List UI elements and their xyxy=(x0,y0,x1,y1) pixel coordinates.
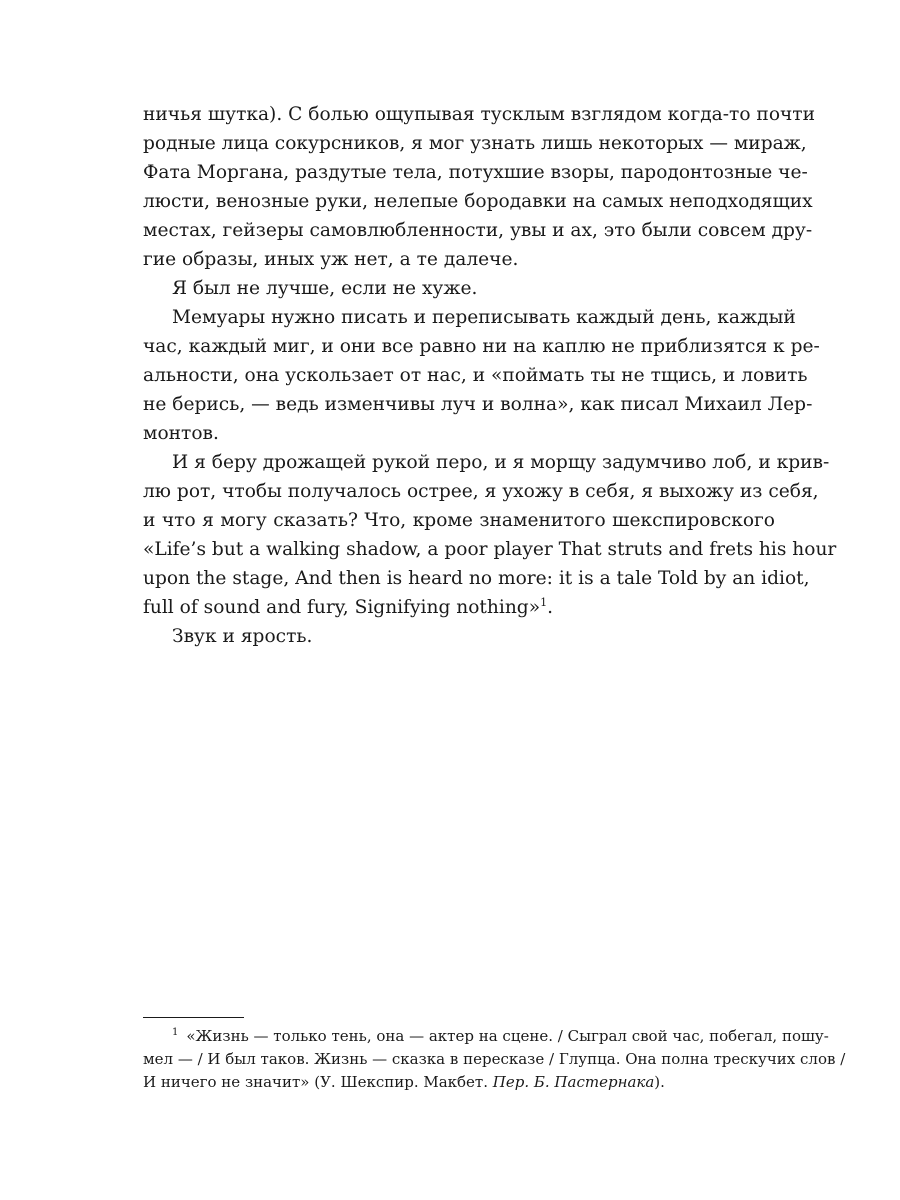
text-line: «Life’s but a walking shadow, a poor player That struts and frets his hour xyxy=(143,539,837,560)
text-line: лю рот, чтобы получалось острее, я ухожу в себя, я выхожу из себя, xyxy=(143,481,819,502)
text-line: Фата Моргана, раздутые тела, потухшие взоры, пародонтозные че- xyxy=(143,162,808,183)
footnote xyxy=(143,1025,846,1094)
text-line: люсти, венозные руки, нелепые бородавки на самых неподходящих xyxy=(143,191,813,212)
footnote-text: И ничего не значит» (У. Шекспир. Макбет. xyxy=(143,1073,493,1091)
text-line: альности, она ускользает от нас, и «поймать ты не тщись, и ловить xyxy=(143,365,808,386)
text-line: Я был не лучше, если не хуже. xyxy=(172,278,478,299)
text-line: родные лица сокурсников, я мог узнать лишь некоторых — мираж, xyxy=(143,133,807,154)
footnote-line xyxy=(143,1071,775,1094)
text-line xyxy=(143,593,775,622)
text-line: ничья шутка). С болью ощупывая тусклым взглядом когда-то почти xyxy=(143,104,815,125)
text-line: не берись, — ведь изменчивы луч и волна», как писал Михаил Лер- xyxy=(143,394,813,415)
footnote-translator: Пер. Б. Пастернака xyxy=(492,1073,655,1091)
text-line: upon the stage, And then is heard no more: it is a tale Told by an idiot, xyxy=(143,568,810,589)
main-text xyxy=(143,100,837,651)
text-line: монтов. xyxy=(143,423,219,444)
footnote-text-end: ). xyxy=(654,1073,665,1091)
text-line: Мемуары нужно писать и переписывать каждый день, каждый xyxy=(172,307,796,328)
text-line: Звук и ярость. xyxy=(172,626,313,647)
text-line: местах, гейзеры самовлюбленности, увы и ах, это были совсем дру- xyxy=(143,220,813,241)
footnote-line: мел — / И был таков. Жизнь — сказка в пересказе / Глупца. Она полна трескучих слов / xyxy=(143,1050,846,1068)
text-line: и что я могу сказать? Что, кроме знаменитого шекспировского xyxy=(143,510,775,531)
sentence-end: . xyxy=(547,597,553,618)
footnote-divider xyxy=(143,1017,244,1018)
footnote-text: «Жизнь — только тень, она — актер на сцене. / Сыграл свой час, побегал, пошу- xyxy=(186,1027,829,1045)
text-line: гие образы, иных уж нет, а те далече. xyxy=(143,249,519,270)
text-line: И я беру дрожащей рукой перо, и я морщу задумчиво лоб, и крив- xyxy=(172,452,830,473)
footnote-reference[interactable]: 1 xyxy=(540,595,548,609)
text-line-content: full of sound and fury, Signifying nothing» xyxy=(143,597,541,618)
footnote-marker: 1 xyxy=(172,1027,179,1038)
text-line: час, каждый миг, и они все равно ни на каплю не приблизятся к ре- xyxy=(143,336,820,357)
footnote-line xyxy=(143,1025,829,1048)
